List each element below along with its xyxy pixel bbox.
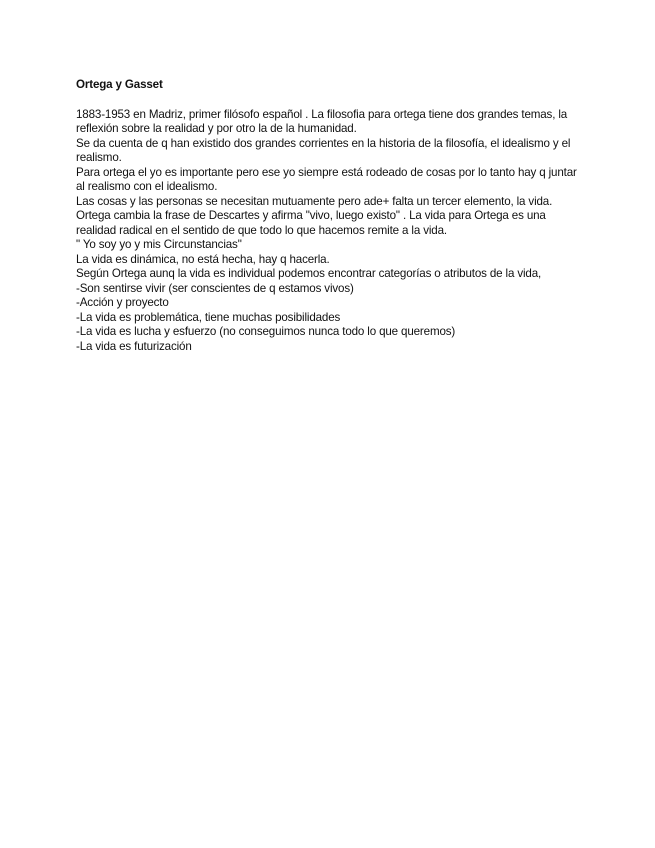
paragraph-1: 1883-1953 en Madriz, primer filósofo español . La filosofia para ortega tiene dos grandes temas, la reflexión sobre la realidad y por otro la de la humanidad. <box>76 107 568 135</box>
list-item-3: -La vida es problemática, tiene muchas posibilidades <box>76 310 341 324</box>
document-body <box>76 78 586 354</box>
list-item-2: -Acción y proyecto <box>76 296 169 309</box>
paragraph-3: Para ortega el yo es importante pero ese yo siempre está rodeado de cosas por lo tanto hay q juntar al realismo con el idealismo. <box>76 165 577 193</box>
list-item-1: -Son sentirse vivir (ser conscientes de q estamos vivos) <box>76 281 354 295</box>
document-title: Ortega y Gasset <box>76 78 163 91</box>
paragraph-7: La vida es dinámica, no está hecha, hay q hacerla. <box>76 252 330 266</box>
paragraph-2: Se da cuenta de q han existido dos grandes corrientes en la historia de la filosofía, el idealismo y el realismo. <box>76 136 571 164</box>
list-item-5: -La vida es futurización <box>76 339 192 353</box>
paragraph-4: Las cosas y las personas se necesitan mutuamente pero ade+ falta un tercer elemento, la vida. <box>76 194 553 208</box>
list-item-4: -La vida es lucha y esfuerzo (no conseguimos nunca todo lo que queremos) <box>76 325 456 338</box>
paragraph-5: Ortega cambia la frase de Descartes y afirma "vivo, luego existo" . La vida para Ortega es una realidad radical en el sentido de que todo lo que hacemos remite a la vida. <box>76 209 546 237</box>
paragraph-8: Según Ortega aunq la vida es individual podemos encontrar categorías o atributos de la vida, <box>76 267 542 280</box>
paragraph-6: " Yo soy yo y mis Circunstancias" <box>76 238 242 251</box>
